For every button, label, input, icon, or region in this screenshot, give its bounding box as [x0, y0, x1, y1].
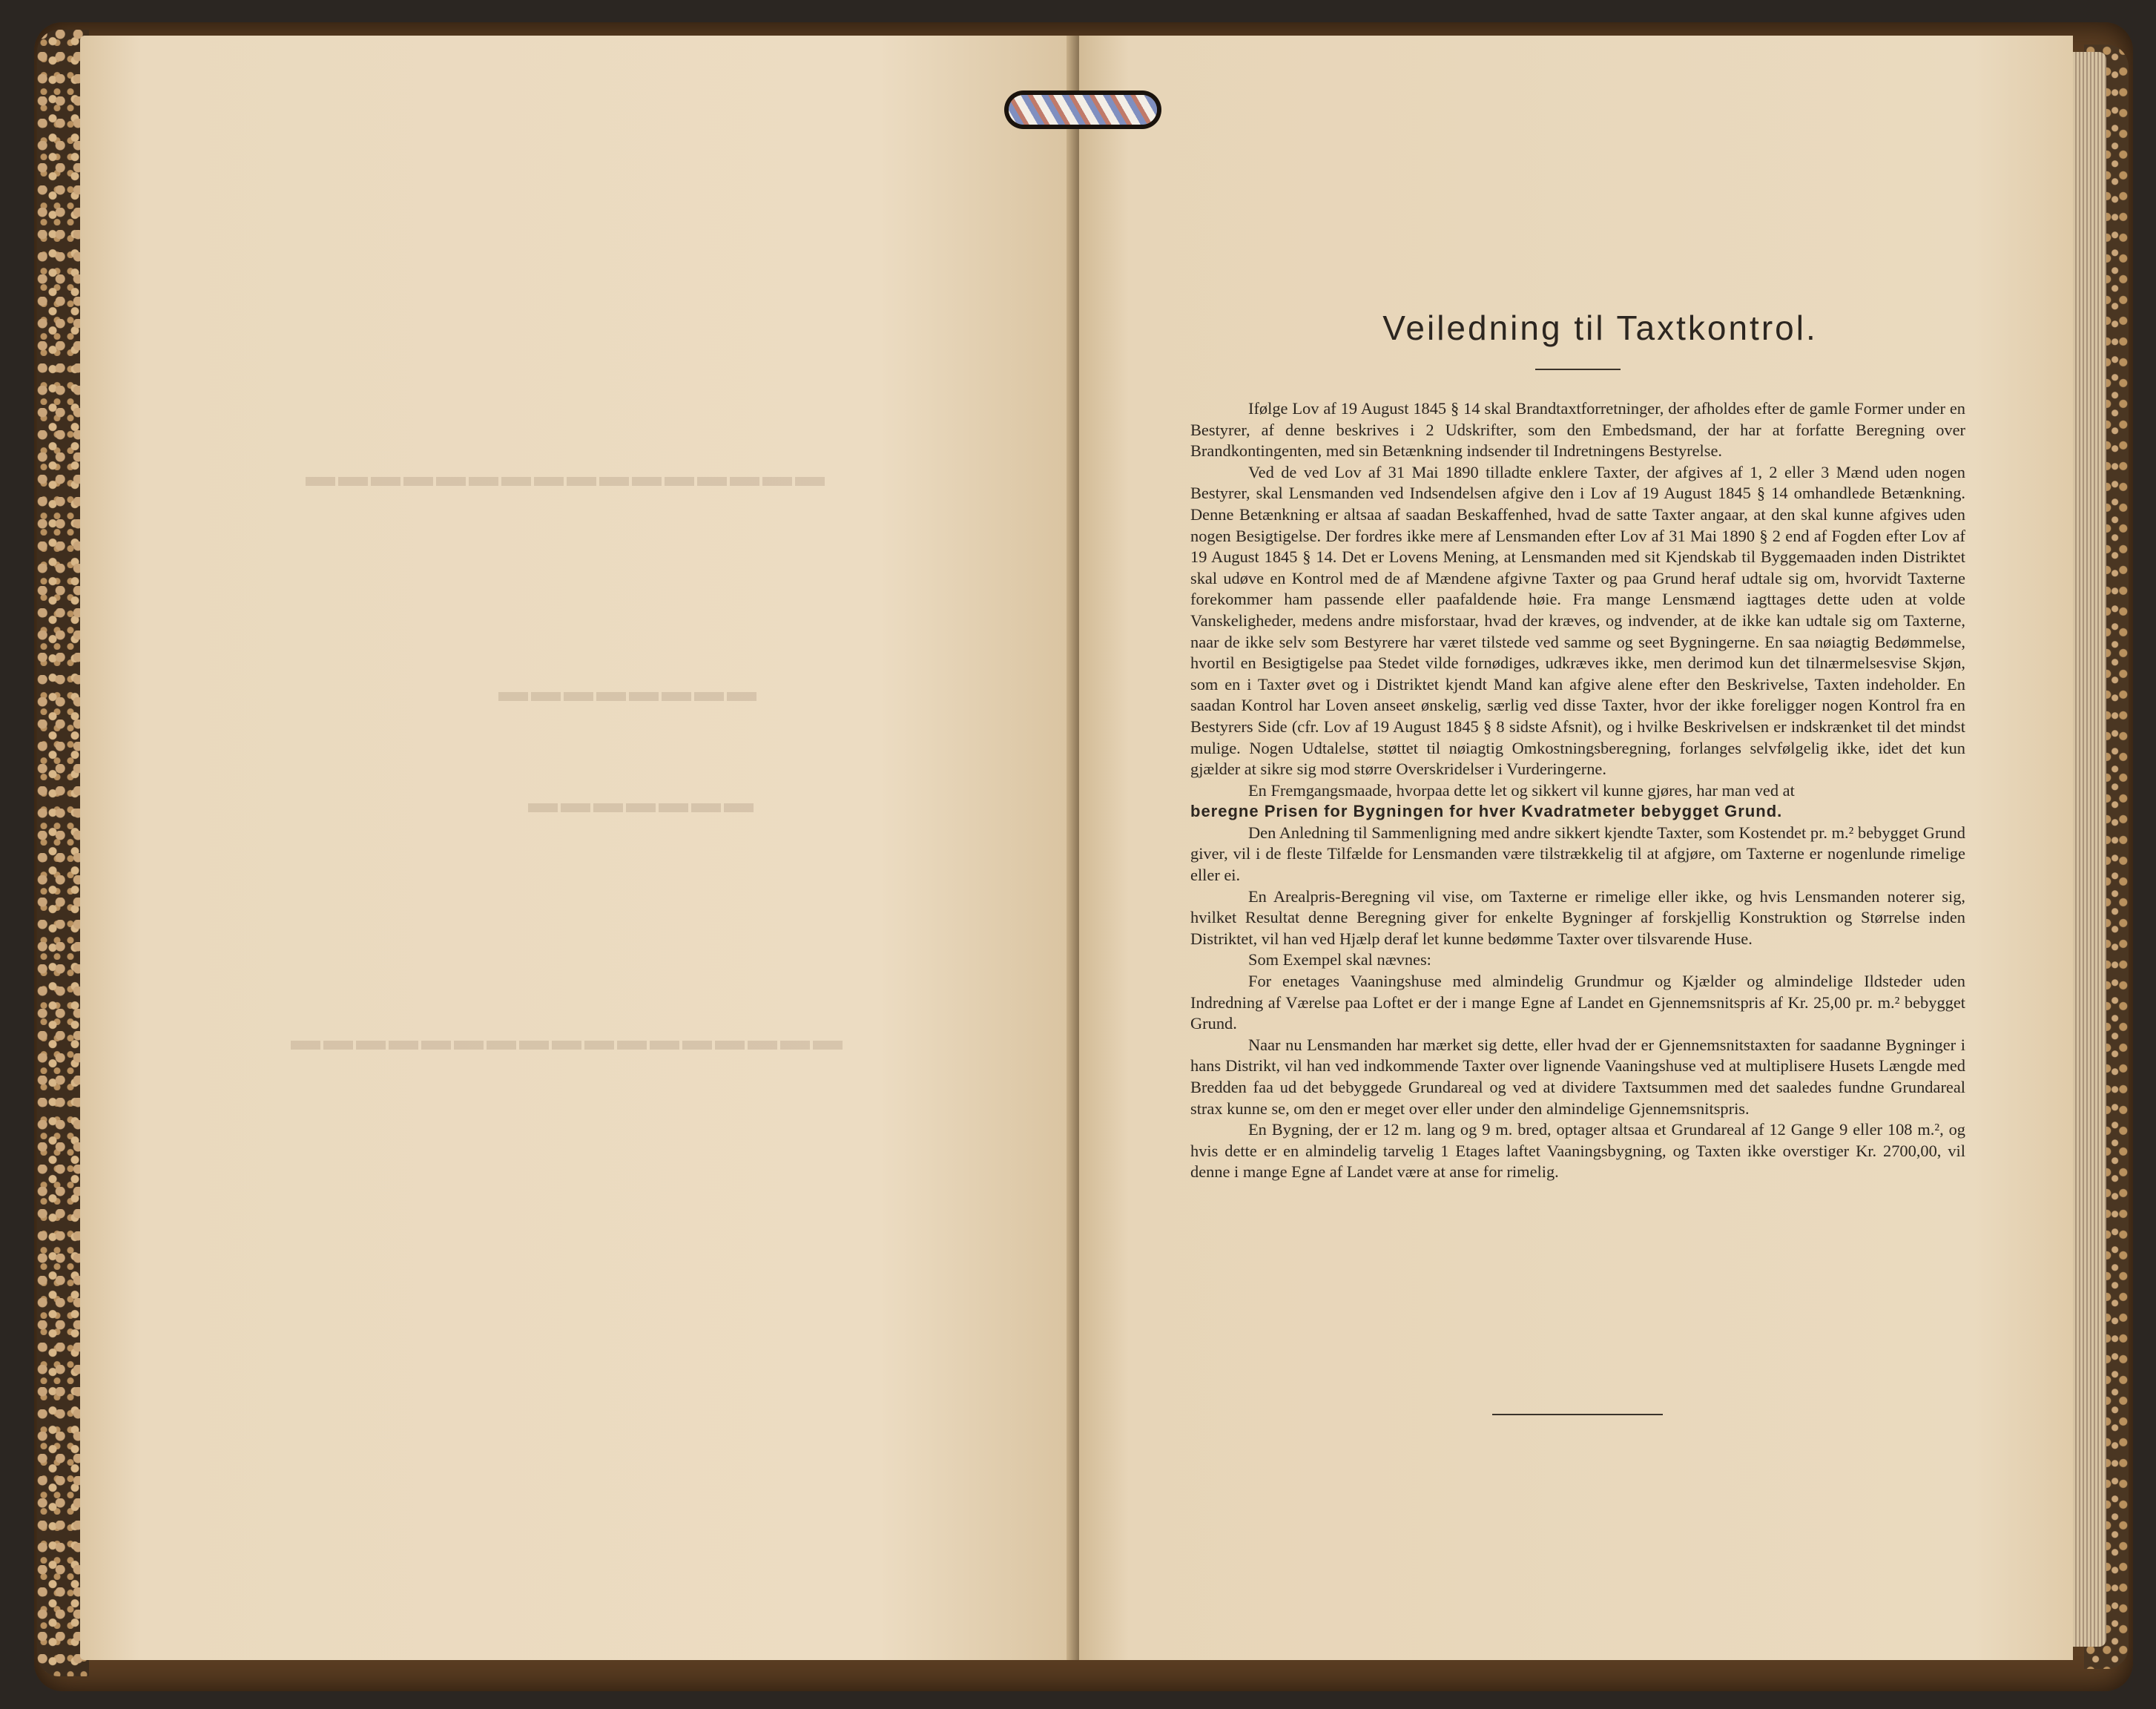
document-title: Veiledning til Taxtkontrol.	[1382, 309, 1818, 347]
paragraph: Ifølge Lov af 19 August 1845 § 14 skal Brandtaxtforretninger, der afholdes efter de gamle Former under en Bestyrer, af denne beskrives i 2 Udskrifter, som den Embedsmand, der har at forfatte Beregning over Brandkontingenten, med sin Betænkning indsender til Indretningens Bestyrelse.	[1190, 399, 1965, 461]
document-content	[1190, 308, 1965, 1183]
binding-thread	[1009, 95, 1157, 125]
end-divider	[1492, 1414, 1663, 1415]
paragraph: Den Anledning til Sammenligning med andre sikkert kjendte Taxter, som Kostendet pr. m.² bebygget Grund giver, vil i de fleste Tilfælde for Lensmanden være tilstrækkelig til at afgjøre, om Taxterne er nogenlunde rimelige eller ei.	[1190, 823, 1965, 885]
paragraph: Som Exempel skal nævnes:	[1248, 950, 1431, 969]
paragraph: Naar nu Lensmanden har mærket sig dette, eller hvad der er Gjennemsnitstaxten for saadanne Bygninger i hans Distrikt, vil han ved indkommende Taxter over lignende Vaaningshuse ved at multiplisere Husets Længde med Bredden faa ud det bebyggede Grundareal og ved at dividere Taxtsummen med det saaledes fundne Grundareal strax kunne se, om den er meget over eller under den almindelige Gjennemsnitspris.	[1190, 1035, 1965, 1118]
show-through-text: ▬▬▬▬▬▬▬▬▬▬▬▬▬▬▬▬	[303, 459, 825, 493]
left-page	[80, 36, 1078, 1660]
bold-statement: beregne Prisen for Bygningen for hver Kvadratmeter bebygget Grund.	[1190, 802, 1783, 821]
paragraph: En Bygning, der er 12 m. lang og 9 m. bred, optager altsaa et Grundareal af 12 Gange 9 eller 108 m.², og hvis dette er en almindelig tarvelig 1 Etages laftet Vaaningsbygning, og Taxten ikke overstiger Kr. 2700,00, vil denne i mange Egne af Landet være at anse for rimelig.	[1190, 1120, 1965, 1182]
paragraph: En Fremgangsmaade, hvorpaa dette let og sikkert vil kunne gjøres, har man ved at	[1248, 780, 1795, 800]
paragraph: En Arealpris-Beregning vil vise, om Taxterne er rimelige eller ikke, og hvis Lensmanden noterer sig, hvilket Resultat denne Beregning giver for enkelte Bygninger af forskjellig Konstruktion og Størrelse inden Distriktet, vil han ved Hjælp deraf let kunne bedømme Taxter over tilsvarende Huse.	[1190, 886, 1965, 948]
title-divider	[1535, 369, 1621, 370]
show-through-text: ▬▬▬▬▬▬▬	[525, 786, 754, 819]
paragraph: For enetages Vaaningshuse med almindelig Grundmur og Kjælder og almindelige Ildsteder uden Indredning af Værelse paa Loftet er der i mange Egne af Landet en Gjennemsnitspris af Kr. 25,00 pr. m.² bebygget Grund.	[1190, 972, 1965, 1033]
page-stack-edge	[2069, 52, 2106, 1647]
show-through-text: ▬▬▬▬▬▬▬▬	[495, 674, 756, 708]
show-through-text: ▬▬▬▬▬▬▬▬▬▬▬▬▬▬▬▬▬	[288, 1023, 843, 1056]
paragraph: Ved de ved Lov af 31 Mai 1890 tilladte enklere Taxter, der afgives af 1, 2 eller 3 Mænd uden nogen Bestyrer, skal Lensmanden ved Indsendelsen afgive den i Lov af 19 August 1845 § 14 omhandlede Betænkning. Denne Betænkning er altsaa af saadan Beskaffenhed, hvad de satte Taxter angaar, at den skal kunne afgives uden nogen Besigtigelse. Der fordres ikke mere af Lensmanden efter Lov af 31 Mai 1890 § 2 end af Fogden efter Lov af 19 August 1845 § 14. Det er Lovens Mening, at Lensmanden med sit Kjendskab til Byggemaaden inden Distriktet skal udøve en Kontrol med de af Mændene afgivne Taxter og paa Grund heraf udtale sig om, hvorvidt Taxterne forekommer ham passende eller paafaldende høie. Fra mange Lensmænd iagttages dette uden at volde Vanskeligheder, medens andre misforstaar, hvad der kræves, og indvender, at de ikke kan udtale sig om Taxterne, naar de ikke selv som Bestyrere har været tilstede ved samme og seet Bygningerne. En saa nøiagtig Bedømmelse, hvortil en Besigtigelse paa Stedet vilde fornødiges, udkræves ikke, men derimod kun det tilnærmelsesvise Skjøn, som en i Taxter øvet og i Distriktet kjendt Mand kan afgive alene efter den Beskrivelse, Taxten indeholder. En saadan Kontrol har Loven anseet ønskelig, særlig ved disse Taxter, hvor der ikke foreligger nogen Kontrol fra en Bestyrers Side (cfr. Lov af 19 August 1845 § 8 sidste Afsnit), og i hvilke Beskrivelsen er indskrænket til det mindst mulige. Nogen Udtalelse, støttet til nøiagtig Omkostningsberegning, forlanges selvfølgelig ikke, idet det kun gjælder at sikre sig mod større Overskridelser i Vurderingerne.	[1190, 462, 1965, 779]
